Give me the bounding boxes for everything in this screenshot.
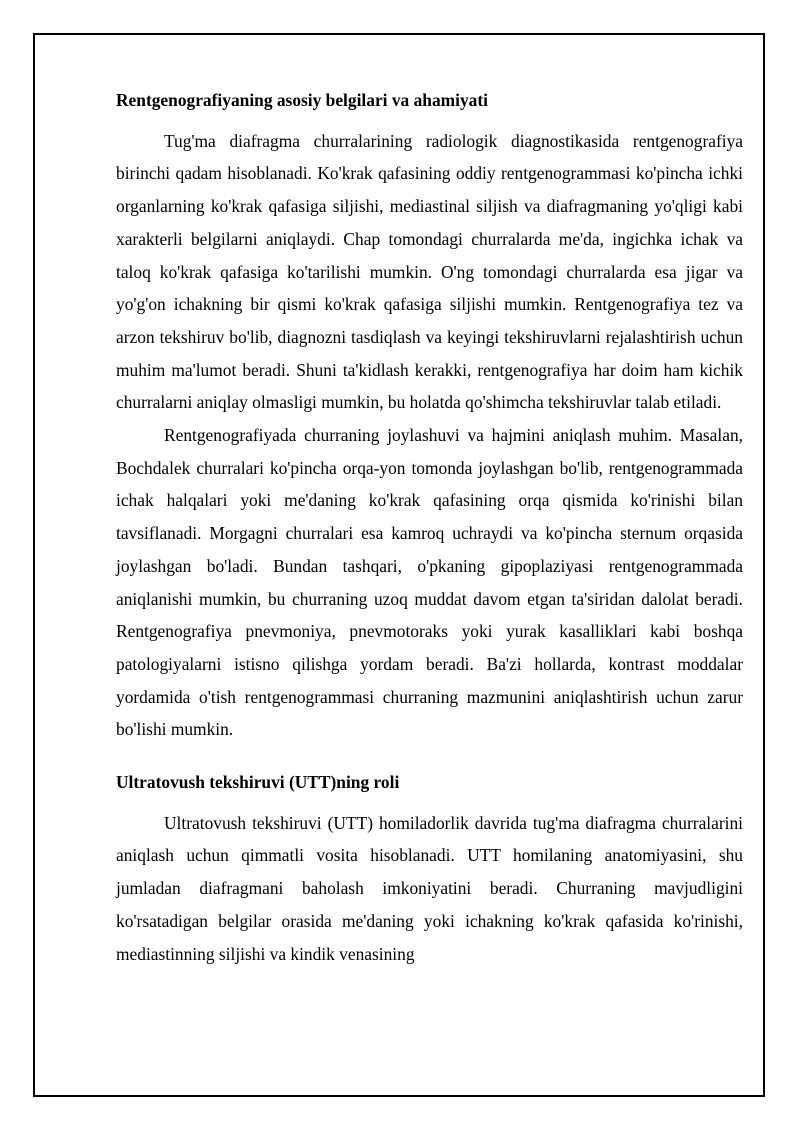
paragraph-radiography-2: Rentgenografiyada churraning joylashuvi va hajmini aniqlash muhim. Masalan, Bochdalek churralari ko'pincha orqa-yon tomonda joylashgan bo'lib, rentgenogrammada ichak halqalari yoki me'daning ko'krak qafasining orqa qismida ko'rinishi bilan tavsiflanadi. Morgagni churralari esa kamroq uchraydi va ko'pincha sternum orqasida joylashgan bo'ladi. Bundan tashqari, o'pkaning gipoplaziyasi rentgenogrammada aniqlanishi mumkin, bu churraning uzoq muddat davom etgan ta'siridan dalolat beradi. Rentgenografiya pnevmoniya, pnevmotoraks yoki yurak kasalliklari kabi boshqa patologiyalarni istisno qilishga yordam beradi. Ba'zi hollarda, kontrast moddalar yordamida o'tish rentgenogrammasi churraning mazmunini aniqlashtirish uchun zarur bo'lishi mumkin. [116, 425, 743, 740]
section-heading-radiography: Rentgenografiyaning asosiy belgilari va ahamiyati [116, 90, 488, 110]
section-heading-ultrasound: Ultratovush tekshiruvi (UTT)ning roli [116, 772, 400, 793]
document-body [116, 84, 743, 970]
paragraph-radiography-1: Tug'ma diafragma churralarining radiologik diagnostikasida rentgenografiya birinchi qadam hisoblanadi. Ko'krak qafasining oddiy rentgenogrammasi ko'pincha ichki organlarning ko'krak qafasiga siljishi, mediastinal siljish va diafragmaning yo'qligi kabi xarakterli belgilarni aniqlaydi. Chap tomondagi churralarda me'da, ingichka ichak va taloq ko'krak qafasiga ko'tarilishi mumkin. O'ng tomondagi churralarda esa jigar va yo'g'on ichakning bir qismi ko'krak qafasiga siljishi mumkin. Rentgenografiya tez va arzon tekshiruv bo'lib, diagnozni tasdiqlash va keyingi tekshiruvlarni rejalashtirish uchun muhim ma'lumot beradi. Shuni ta'kidlash kerakki, rentgenografiya har doim ham kichik churralarni aniqlay olmasligi mumkin, bu holatda qo'shimcha tekshiruvlar talab etiladi. [116, 130, 743, 413]
paragraph-ultrasound-1: Ultratovush tekshiruvi (UTT) homiladorlik davrida tug'ma diafragma churralarini aniqlash uchun qimmatli vosita hisoblanadi. UTT homilaning anatomiyasini, shu jumladan diafragmani baholash imkoniyatini beradi. Churraning mavjudligini ko'rsatadigan belgilar orasida me'daning yoki ichakning ko'krak qafasida ko'rinishi, mediastinning siljishi va kindik venasining [116, 812, 743, 964]
section-spacer [116, 746, 743, 766]
